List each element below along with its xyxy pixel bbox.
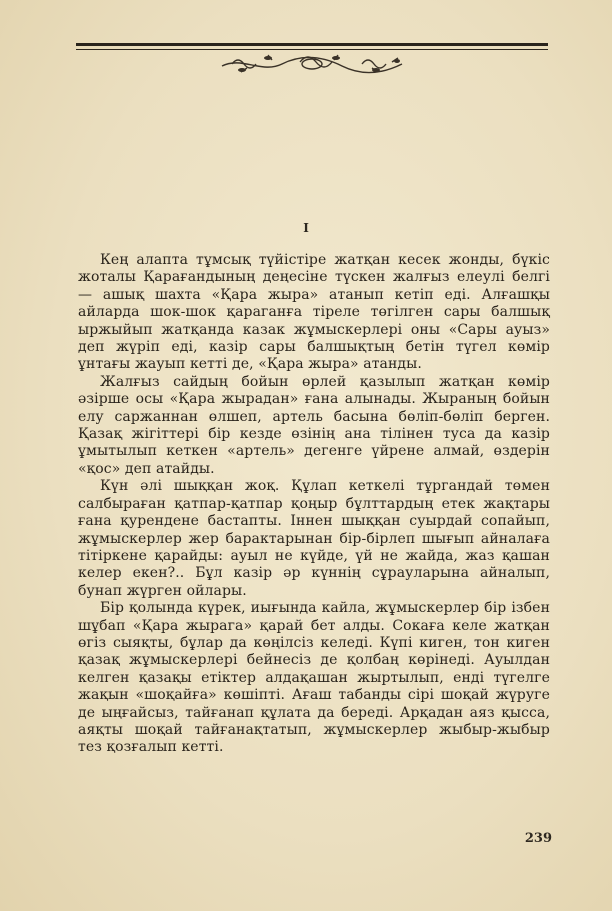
top-rule-thin xyxy=(76,49,548,50)
decorative-header-ornament xyxy=(72,34,552,79)
paragraph: Жалғыз сайдың бойын өрлей қазылып жатқан көмір әзірше осы «Қара жырадан» ғана алынады. Жыраның бойын елу саржаннан өлшеп, артель басына бөліп-бөліп берген. Қазақ жігіттері бір кезде өзінің ана тілінен туса да казір ұмытылып кеткен «артель» дегенге үйрене алмай, өздерін «қос» деп атайды. xyxy=(78,373,550,477)
paragraph: Кең алапта тұмсық түйістіре жатқан кесек жонды, бүкіс жоталы Қарағандының деңесіне түскен жалғыз елеулі белгі — ашық шахта «Қара жыра» атанып кетіп еді. Алғашқы айларда шок-шок қараганға тіреле төгілген сары балшық ыржыйып жатқанда казак жұмыскерлері оны «Сары ауыз» деп жүріп еді, казір сары балшықтың бетін түгел көмір ұнтағы жауып кетті де, «Қара жыра» атанды. xyxy=(78,252,550,373)
page-number: 239 xyxy=(524,831,552,846)
top-rule xyxy=(76,43,548,46)
chapter-number: I xyxy=(303,221,309,235)
body-text xyxy=(78,252,550,757)
paragraph: Күн әлі шыққан жоқ. Құлап кеткелі тұргандай төмен салбыраған қатпар-қатпар қоңыр бұлттардың етек жақтары ғана қурендене бастапты. Іннен шыққан суырдай сопайып, жұмыскерлер жер барактарынан бір-бірлеп шығып айналаға тітіркене қарайды: ауыл не күйде, үй не жайда, жаз қашан келер екен?.. Бұл казір әр күннің сұрауларына айналып, бунап жүрген ойлары. xyxy=(78,478,550,599)
paragraph: Бір қолында күрек, иығында кайла, жұмыскерлер бір ізбен шұбап «Қара жырага» қарай бет алды. Сокаға келе жатқан өгіз сыяқты, бұлар да көңілсіз келеді. Күпі киген, тон киген қазақ жұмыскерлері бейнесіз де қолбаң көрінеді. Ауылдан келген қазақы етіктер алдақашан жыртылып, енді түгелге жақын «шоқайға» көшіпті. Ағаш табанды сірі шоқай жүруге де ыңғайсыз, тайғанап құлата да береді. Арқадан аяз қысса, аяқты шоқай тайғанақтатып, жұмыскерлер жыбыр-жыбыр тез қозғалып кетті. xyxy=(78,600,550,756)
